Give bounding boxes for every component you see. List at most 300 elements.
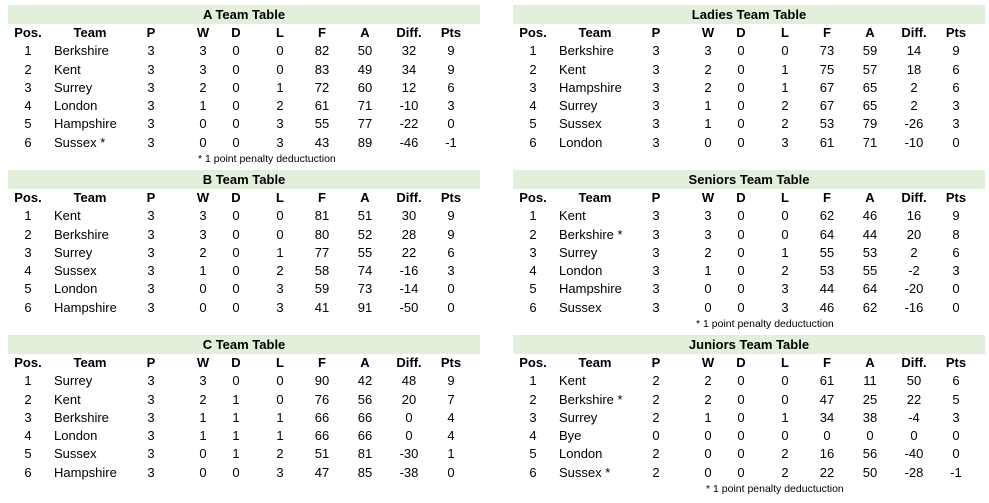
cell-a: 66 [357,409,373,425]
header-row [513,24,985,42]
cell-f: 41 [314,299,330,315]
column-header: Pos. [519,25,547,40]
cell-d: 0 [232,61,240,77]
cell-pts: 9 [447,43,455,59]
column-header: Pts [440,190,462,205]
cell-pos: 4 [24,98,32,114]
cell-diff: 12 [401,79,417,95]
cell-diff: 2 [910,244,918,260]
header-row [513,189,985,207]
cell-d: 0 [737,409,745,425]
cell-l: 0 [276,373,284,389]
table-row [8,207,480,225]
cell-f: 22 [819,464,835,480]
table-row [513,372,985,390]
cell-pos: 5 [529,446,537,462]
cell-f: 46 [819,299,835,315]
penalty-note: * 1 point penalty deductuction [696,318,834,330]
cell-team: Kent [54,61,81,77]
cell-l: 3 [781,299,789,315]
cell-diff: -38 [399,464,419,480]
column-header: Team [73,355,107,370]
cell-team: London [54,428,98,444]
cell-p: 3 [652,134,660,150]
cell-pos: 5 [529,281,537,297]
cell-a: 74 [357,263,373,279]
column-header: F [318,190,326,205]
column-header: P [146,190,156,205]
cell-a: 49 [357,61,373,77]
cell-team: Berkshire * [559,391,623,407]
cell-f: 51 [314,446,330,462]
cell-w: 3 [199,208,207,224]
column-header: F [823,25,831,40]
cell-p: 3 [147,61,155,77]
column-header: Diff. [396,25,422,40]
table-row [8,244,480,262]
table-title: Ladies Team Table [513,5,985,24]
cell-l: 1 [276,428,284,444]
cell-w: 1 [704,98,712,114]
cell-d: 0 [232,208,240,224]
cell-l: 0 [276,208,284,224]
cell-d: 0 [737,299,745,315]
cell-p: 3 [147,446,155,462]
cell-p: 3 [147,226,155,242]
cell-f: 66 [314,428,330,444]
cell-diff: -28 [904,464,924,480]
cell-f: 55 [314,116,330,132]
cell-team: Berkshire [559,43,614,59]
cell-d: 0 [737,263,745,279]
cell-a: 81 [357,446,373,462]
cell-l: 0 [781,391,789,407]
column-header: W [701,355,715,370]
column-header: P [651,355,661,370]
juniors-team-table [513,335,985,495]
column-header: Pos. [519,190,547,205]
cell-p: 3 [652,263,660,279]
cell-team: Sussex * [54,134,106,150]
cell-pos: 5 [24,446,32,462]
cell-f: 76 [314,391,330,407]
cell-team: Hampshire [54,299,117,315]
column-header: Pos. [519,355,547,370]
cell-d: 0 [737,464,745,480]
cell-a: 38 [862,409,878,425]
cell-w: 2 [199,79,207,95]
cell-diff: -4 [908,409,920,425]
cell-l: 2 [781,116,789,132]
cell-f: 67 [819,98,835,114]
cell-pts: 6 [952,244,960,260]
cell-a: 44 [862,226,878,242]
cell-f: 61 [819,134,835,150]
column-header: Pts [945,25,967,40]
cell-pts: 3 [447,263,455,279]
cell-team: Berkshire [54,43,109,59]
cell-a: 91 [357,299,373,315]
cell-d: 1 [232,428,240,444]
cell-l: 1 [276,79,284,95]
cell-pts: 7 [447,391,455,407]
b-team-table [8,170,480,317]
cell-a: 42 [357,373,373,389]
cell-f: 44 [819,281,835,297]
cell-a: 64 [862,281,878,297]
column-header: D [231,25,241,40]
column-header: A [360,355,370,370]
cell-l: 3 [781,134,789,150]
cell-l: 1 [781,79,789,95]
cell-f: 34 [819,409,835,425]
cell-pos: 2 [529,61,537,77]
cell-p: 3 [652,281,660,297]
cell-p: 3 [652,226,660,242]
cell-p: 2 [652,391,660,407]
table-row [513,391,985,409]
cell-f: 72 [314,79,330,95]
cell-w: 2 [704,391,712,407]
cell-f: 43 [314,134,330,150]
cell-f: 66 [314,409,330,425]
header-row [8,24,480,42]
cell-a: 55 [862,263,878,279]
cell-f: 0 [823,428,831,444]
table-row [513,427,985,445]
column-header: L [781,190,789,205]
cell-pts: 3 [952,263,960,279]
cell-p: 3 [652,61,660,77]
cell-w: 0 [704,134,712,150]
cell-d: 0 [737,281,745,297]
cell-w: 0 [704,428,712,444]
cell-w: 2 [704,373,712,389]
cell-w: 3 [199,61,207,77]
header-row [513,354,985,372]
cell-diff: -46 [399,134,419,150]
cell-team: Hampshire [54,464,117,480]
cell-l: 1 [276,409,284,425]
cell-diff: 50 [906,373,922,389]
cell-p: 0 [652,428,660,444]
cell-team: Berkshire [54,409,109,425]
column-header: Diff. [901,190,927,205]
cell-w: 2 [704,244,712,260]
cell-pts: 5 [952,391,960,407]
column-header: A [865,190,875,205]
cell-w: 0 [199,134,207,150]
cell-p: 2 [652,464,660,480]
cell-diff: 34 [401,61,417,77]
cell-l: 2 [781,464,789,480]
header-row [8,189,480,207]
cell-l: 2 [781,263,789,279]
cell-pos: 1 [529,43,537,59]
cell-d: 0 [737,43,745,59]
cell-f: 82 [314,43,330,59]
cell-l: 0 [781,208,789,224]
cell-w: 2 [199,244,207,260]
column-header: L [276,25,284,40]
table-row [513,299,985,317]
cell-team: Surrey [54,244,93,260]
cell-f: 75 [819,61,835,77]
cell-p: 3 [147,134,155,150]
cell-w: 0 [199,464,207,480]
cell-team: Sussex [559,299,602,315]
column-header: Pts [945,355,967,370]
cell-pos: 3 [24,79,32,95]
cell-d: 0 [232,134,240,150]
cell-pos: 2 [24,391,32,407]
column-header: P [146,355,156,370]
cell-pts: 0 [447,464,455,480]
cell-d: 0 [737,428,745,444]
table-row [513,134,985,152]
cell-team: Kent [54,208,81,224]
cell-d: 0 [737,446,745,462]
table-title: A Team Table [8,5,480,24]
cell-team: Surrey [559,244,598,260]
cell-diff: -2 [908,263,920,279]
column-header: W [196,355,210,370]
column-header: Diff. [901,355,927,370]
cell-p: 3 [147,299,155,315]
cell-pts: 9 [952,208,960,224]
cell-l: 0 [781,373,789,389]
table-row [8,226,480,244]
cell-p: 3 [652,299,660,315]
cell-l: 2 [276,98,284,114]
cell-l: 1 [781,61,789,77]
cell-a: 85 [357,464,373,480]
cell-l: 3 [276,299,284,315]
table-row [513,115,985,133]
cell-d: 0 [232,263,240,279]
cell-pts: 3 [447,98,455,114]
column-header: D [736,25,746,40]
cell-w: 1 [704,409,712,425]
table-row [8,464,480,482]
cell-d: 0 [232,79,240,95]
cell-team: London [54,98,98,114]
cell-l: 2 [276,446,284,462]
cell-w: 0 [704,299,712,315]
cell-pos: 6 [24,134,32,150]
cell-pos: 4 [529,98,537,114]
a-team-table [8,5,480,165]
cell-p: 3 [147,116,155,132]
cell-w: 2 [704,79,712,95]
cell-pts: 9 [447,61,455,77]
cell-f: 53 [819,263,835,279]
table-title: Juniors Team Table [513,335,985,354]
cell-diff: 48 [401,373,417,389]
ladies-team-table [513,5,985,152]
cell-d: 1 [232,446,240,462]
cell-w: 3 [199,373,207,389]
cell-a: 77 [357,116,373,132]
cell-w: 2 [704,61,712,77]
cell-team: Hampshire [559,79,622,95]
cell-pos: 1 [24,373,32,389]
cell-d: 0 [737,391,745,407]
cell-team: London [54,281,98,297]
cell-pts: 6 [447,79,455,95]
cell-diff: -22 [399,116,419,132]
cell-w: 0 [704,464,712,480]
cell-w: 0 [704,281,712,297]
column-header: Team [578,355,612,370]
cell-d: 1 [232,391,240,407]
cell-a: 46 [862,208,878,224]
cell-pos: 6 [24,299,32,315]
cell-diff: -16 [904,299,924,315]
cell-pos: 1 [529,373,537,389]
cell-a: 79 [862,116,878,132]
column-header: D [736,355,746,370]
table-row [8,427,480,445]
cell-pos: 2 [24,226,32,242]
cell-w: 3 [199,43,207,59]
column-header: F [318,25,326,40]
cell-a: 51 [357,208,373,224]
cell-w: 3 [199,226,207,242]
cell-pts: 6 [447,244,455,260]
column-header: W [196,190,210,205]
cell-l: 0 [276,226,284,242]
cell-pts: 0 [952,446,960,462]
cell-d: 0 [737,208,745,224]
table-row [8,391,480,409]
cell-pos: 4 [529,428,537,444]
cell-f: 67 [819,79,835,95]
cell-pos: 1 [529,208,537,224]
table-title: C Team Table [8,335,480,354]
cell-pts: 3 [952,116,960,132]
cell-team: Berkshire * [559,226,623,242]
cell-pos: 2 [529,226,537,242]
cell-p: 3 [147,281,155,297]
cell-pts: 0 [447,281,455,297]
cell-l: 3 [781,281,789,297]
cell-d: 0 [232,43,240,59]
cell-diff: 30 [401,208,417,224]
cell-diff: 20 [401,391,417,407]
column-header: L [276,190,284,205]
column-header: L [276,355,284,370]
cell-a: 50 [357,43,373,59]
seniors-team-table [513,170,985,330]
cell-diff: -26 [904,116,924,132]
cell-a: 0 [866,428,874,444]
column-header: P [651,190,661,205]
penalty-note: * 1 point penalty deductuction [706,483,844,495]
column-header: A [360,25,370,40]
cell-f: 77 [314,244,330,260]
cell-d: 1 [232,409,240,425]
column-header: F [318,355,326,370]
table-row [8,299,480,317]
cell-diff: -40 [904,446,924,462]
cell-diff: 14 [906,43,922,59]
cell-team: Sussex [54,263,97,279]
cell-pos: 2 [24,61,32,77]
cell-p: 3 [147,428,155,444]
cell-l: 0 [781,428,789,444]
column-header: Pts [440,25,462,40]
cell-d: 0 [737,79,745,95]
table-row [513,79,985,97]
cell-pts: 9 [447,226,455,242]
cell-f: 53 [819,116,835,132]
cell-a: 59 [862,43,878,59]
cell-d: 0 [737,61,745,77]
cell-p: 3 [652,98,660,114]
table-row [8,134,480,152]
cell-pos: 4 [529,263,537,279]
cell-pos: 5 [24,281,32,297]
cell-p: 3 [147,79,155,95]
cell-f: 59 [314,281,330,297]
column-header: D [231,190,241,205]
cell-w: 0 [199,299,207,315]
cell-f: 62 [819,208,835,224]
table-row [8,280,480,298]
cell-f: 73 [819,43,835,59]
table-row [513,226,985,244]
table-row [513,244,985,262]
cell-team: Surrey [559,409,598,425]
cell-pos: 1 [24,208,32,224]
penalty-note: * 1 point penalty deductuction [198,153,336,165]
cell-diff: 18 [906,61,922,77]
column-header: Team [578,25,612,40]
cell-a: 65 [862,98,878,114]
cell-d: 0 [737,244,745,260]
cell-l: 0 [276,43,284,59]
cell-d: 0 [737,116,745,132]
cell-d: 0 [232,281,240,297]
cell-l: 3 [276,134,284,150]
cell-l: 0 [781,43,789,59]
cell-p: 2 [652,409,660,425]
cell-pos: 3 [24,409,32,425]
cell-d: 0 [232,98,240,114]
cell-p: 3 [652,43,660,59]
table-row [513,97,985,115]
cell-a: 53 [862,244,878,260]
cell-w: 0 [199,446,207,462]
cell-pts: -1 [445,134,457,150]
table-row [513,262,985,280]
column-header: Pts [945,190,967,205]
cell-a: 71 [357,98,373,114]
cell-diff: 0 [405,409,413,425]
column-header: Diff. [396,355,422,370]
cell-p: 2 [652,373,660,389]
cell-f: 61 [819,373,835,389]
cell-p: 3 [147,263,155,279]
cell-pts: 9 [447,373,455,389]
table-row [513,409,985,427]
column-header: Pos. [14,355,42,370]
cell-diff: 2 [910,79,918,95]
cell-pos: 3 [529,79,537,95]
cell-a: 89 [357,134,373,150]
cell-a: 56 [862,446,878,462]
